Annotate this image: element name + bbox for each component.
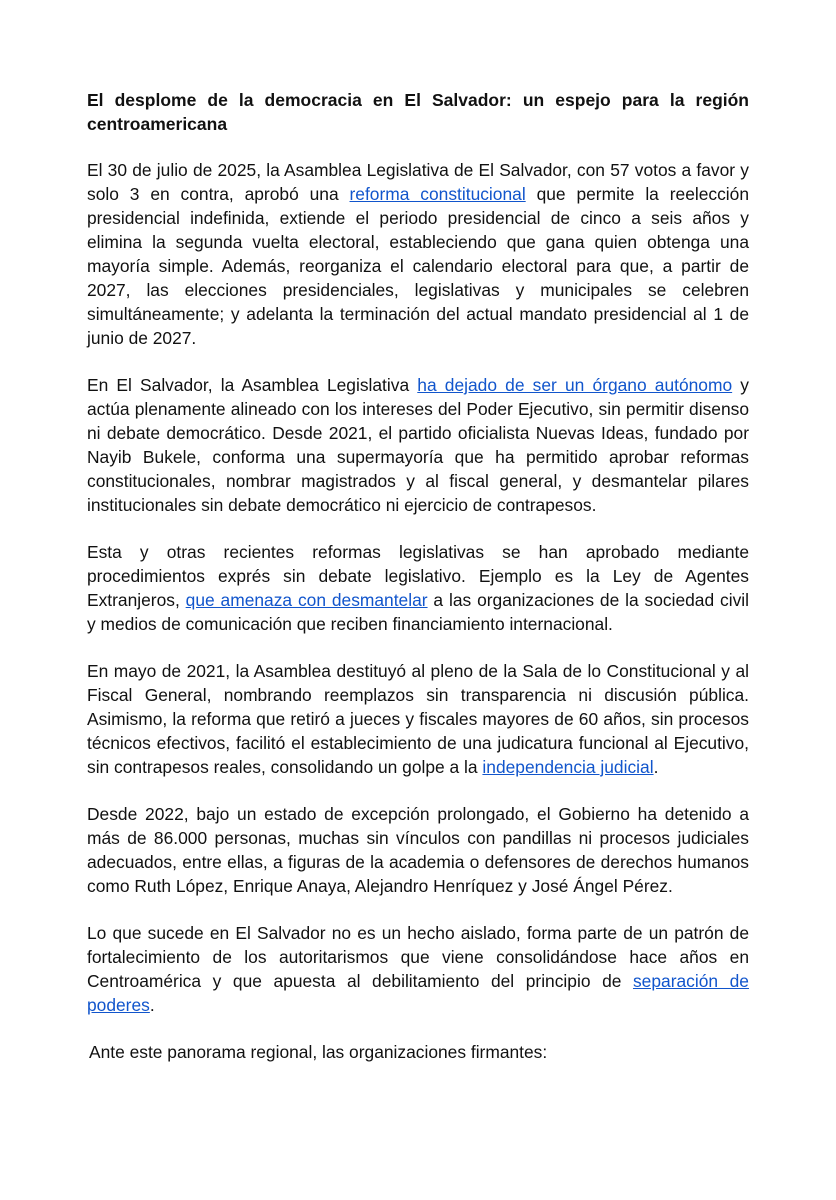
paragraph-text: .	[653, 757, 659, 777]
paragraph-text: .	[149, 995, 155, 1015]
document-body	[87, 158, 749, 1017]
inline-link[interactable]: ha dejado de ser un órgano autónomo	[417, 375, 733, 395]
document-title: El desplome de la democracia en El Salvador: un espejo para la región centroamericana	[87, 90, 749, 134]
paragraph-text: y actúa plenamente alineado con los intereses del Poder Ejecutivo, sin permitir disenso ni debate democrático. Desde 2021, el partido oficialista Nuevas Ideas, fundado por Nayib Bukele, conforma una supermayoría que ha permitido aprobar reformas constitucionales, nombrar magistrados y al fiscal general, y desmantelar pilares institucionales sin debate democrático ni ejercicio de contrapesos.	[87, 375, 749, 515]
body-paragraph	[87, 540, 749, 636]
paragraph-text: En mayo de 2021, la Asamblea destituyó al pleno de la Sala de lo Constitucional y al Fiscal General, nombrando reemplazos sin transparencia ni discusión pública. Asimismo, la reforma que retiró a jueces y fiscales mayores de 60 años, sin procesos técnicos efectivos, facilitó el establecimiento de una judicatura funcional al Ejecutivo, sin contrapesos reales, consolidando un golpe a la	[87, 661, 749, 777]
closing-lead-in: Ante este panorama regional, las organizaciones firmantes:	[89, 1042, 548, 1062]
body-paragraph	[87, 921, 749, 1017]
paragraph-text: Esta y otras recientes reformas legislativas se han aprobado mediante procedimientos exprés sin debate legislativo. Ejemplo es la Ley de Agentes Extranjeros,	[87, 542, 749, 610]
paragraph-text: El 30 de julio de 2025, la Asamblea Legislativa de El Salvador, con 57 votos a favor y solo 3 en contra, aprobó una	[87, 160, 749, 204]
paragraph-text: a las organizaciones de la sociedad civil y medios de comunicación que reciben financiamiento internacional.	[87, 590, 749, 634]
inline-link[interactable]: que amenaza con desmantelar	[185, 590, 428, 610]
paragraph-text: Desde 2022, bajo un estado de excepción prolongado, el Gobierno ha detenido a más de 86.000 personas, muchas sin vínculos con pandillas ni procesos judiciales adecuados, entre ellas, a figuras de la academia o defensores de derechos humanos como Ruth López, Enrique Anaya, Alejandro Henríquez y José Ángel Pérez.	[87, 804, 749, 896]
body-paragraph	[87, 158, 749, 350]
body-paragraph	[87, 802, 749, 898]
document-page	[87, 88, 749, 1087]
inline-link[interactable]: reforma constitucional	[349, 184, 526, 204]
paragraph-text: que permite la reelección presidencial indefinida, extiende el periodo presidencial de cinco a seis años y elimina la segunda vuelta electoral, estableciendo que gana quien obtenga una mayoría simple. Además, reorganiza el calendario electoral para que, a partir de 2027, las elecciones presidenciales, legislativas y municipales se celebren simultáneamente; y adelanta la terminación del actual mandato presidencial al 1 de junio de 2027.	[87, 184, 749, 348]
inline-link[interactable]: independencia judicial	[482, 757, 654, 777]
inline-link[interactable]: separación de poderes	[87, 971, 749, 1015]
body-paragraph	[87, 373, 749, 517]
body-paragraph	[87, 659, 749, 779]
paragraph-text: En El Salvador, la Asamblea Legislativa	[87, 375, 418, 395]
paragraph-text: Lo que sucede en El Salvador no es un hecho aislado, forma parte de un patrón de fortalecimiento de los autoritarismos que viene consolidándose hace años en Centroamérica y que apuesta al debilitamiento del principio de	[87, 923, 749, 991]
